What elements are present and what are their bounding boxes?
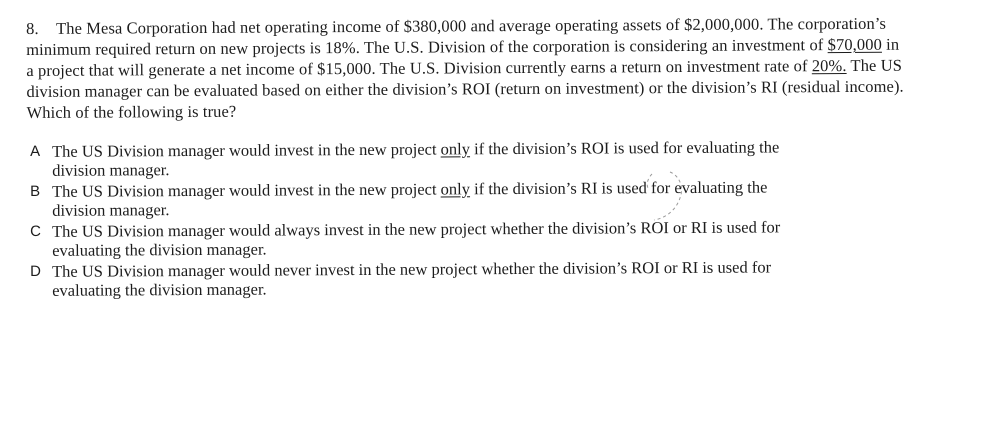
option-underlined-word: only [440,179,471,199]
option-text-line2: evaluating the division manager. [52,279,267,300]
document-page [26,13,906,302]
option-a [26,137,906,180]
option-text: The US Division manager would invest in the new project [51,179,441,201]
option-text-end: if the division’s ROI is used for evaluating the [469,137,780,159]
option-d [26,257,906,300]
underlined-investment-amount: $70,000 [827,34,882,55]
option-text-line2: division manager. [52,200,170,220]
option-c [26,217,906,260]
option-text-end: if the division’s RI is used for evaluating the [469,177,768,199]
option-letter: D [30,262,41,280]
question-text-part3: The US division manager can be evaluated based on either the division’s ROI (return on investment) or the division’s RI (residual income). Which of the following is true? [26,55,904,122]
answer-options [26,137,906,300]
underlined-return-rate: 20%. [811,55,847,76]
option-letter: B [30,182,41,200]
question-text-part1: The Mesa Corporation had net operating income of $380,000 and average operating assets of $2,000,000. The corporation’s minimum required return on new projects is 18%. The U.S. Division of the corporation is considering an investment of [26,13,887,59]
option-text-line2: division manager. [52,160,170,180]
option-letter: C [30,222,41,240]
question-number: 8. [26,18,39,38]
option-b [26,177,906,220]
option-text: The US Division manager would invest in the new project [51,139,441,161]
question-stem [26,13,907,123]
option-letter: A [30,142,41,160]
option-underlined-word: only [440,139,471,159]
option-text: The US Division manager would never invest in the new project whether the division’s ROI or RI is used for [51,257,772,281]
option-text-line2: evaluating the division manager. [52,239,267,260]
option-text: The US Division manager would always invest in the new project whether the division’s ROI or RI is used for [51,217,781,241]
question-text-part2: in a project that will generate a net income of $15,000. The U.S. Division currently earns a return on investment rate of [26,34,900,80]
